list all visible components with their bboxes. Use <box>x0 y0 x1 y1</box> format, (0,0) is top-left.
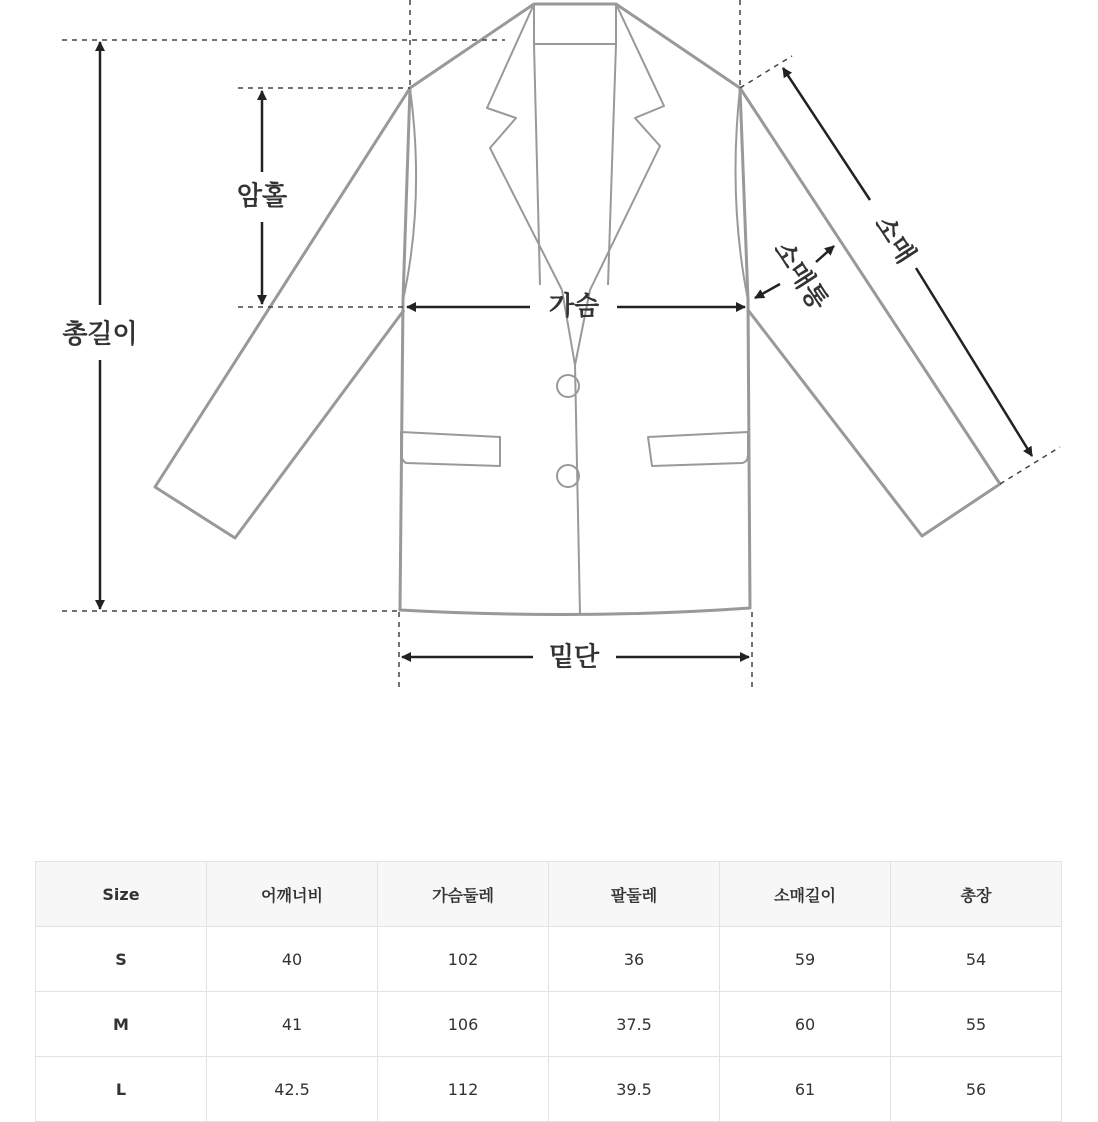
front-closure <box>562 290 590 615</box>
table-cell: 112 <box>378 1057 549 1122</box>
table-cell: 60 <box>720 992 891 1057</box>
sleeve-width-label: 소매통 <box>767 235 834 316</box>
armhole-label: 암홀 <box>236 181 288 212</box>
sleeve-width-arrow-upper <box>816 246 834 262</box>
measurement-arrows <box>100 42 1032 657</box>
header-size: Size <box>36 862 207 927</box>
size-table-container <box>35 861 1062 1122</box>
right-sleeve-outline <box>740 88 1000 536</box>
table-cell: 61 <box>720 1057 891 1122</box>
table-cell: 106 <box>378 992 549 1057</box>
header-shoulder-width: 어깨너비 <box>207 862 378 927</box>
right-pocket-flap <box>648 432 748 466</box>
right-inner-lapel-line <box>608 44 616 285</box>
table-cell: 102 <box>378 927 549 992</box>
header-total-length: 총장 <box>891 862 1062 927</box>
table-cell: M <box>36 992 207 1057</box>
table-cell: L <box>36 1057 207 1122</box>
table-cell: 41 <box>207 992 378 1057</box>
chest-label: 가슴 <box>548 291 600 322</box>
table-row <box>36 1057 1062 1122</box>
table-cell: 56 <box>891 1057 1062 1122</box>
table-row <box>36 992 1062 1057</box>
collar-back <box>534 4 616 44</box>
total-length-label: 총길이 <box>62 319 138 350</box>
table-cell: S <box>36 927 207 992</box>
table-row <box>36 927 1062 992</box>
sleeve-arrow-upper <box>783 68 870 200</box>
left-inner-lapel-line <box>534 44 540 285</box>
header-arm-circumference: 팔둘레 <box>549 862 720 927</box>
table-cell: 59 <box>720 927 891 992</box>
left-sleeve-outline <box>155 88 410 538</box>
left-pocket-flap <box>401 432 500 466</box>
table-header-row <box>36 862 1062 927</box>
right-lapel <box>590 4 664 290</box>
table-cell: 54 <box>891 927 1062 992</box>
sleeve-width-arrow <box>755 284 780 298</box>
sleeve-label: 소매 <box>868 210 921 269</box>
bottom-button <box>557 465 579 487</box>
size-table <box>35 861 1062 1122</box>
header-chest: 가슴둘레 <box>378 862 549 927</box>
header-sleeve-length: 소매길이 <box>720 862 891 927</box>
table-cell: 40 <box>207 927 378 992</box>
hem-label: 밑단 <box>548 642 600 673</box>
sleeve-arrow-lower <box>916 268 1032 456</box>
table-cell: 39.5 <box>549 1057 720 1122</box>
table-cell: 42.5 <box>207 1057 378 1122</box>
left-lapel <box>487 4 562 290</box>
table-cell: 37.5 <box>549 992 720 1057</box>
table-cell: 55 <box>891 992 1062 1057</box>
table-cell: 36 <box>549 927 720 992</box>
